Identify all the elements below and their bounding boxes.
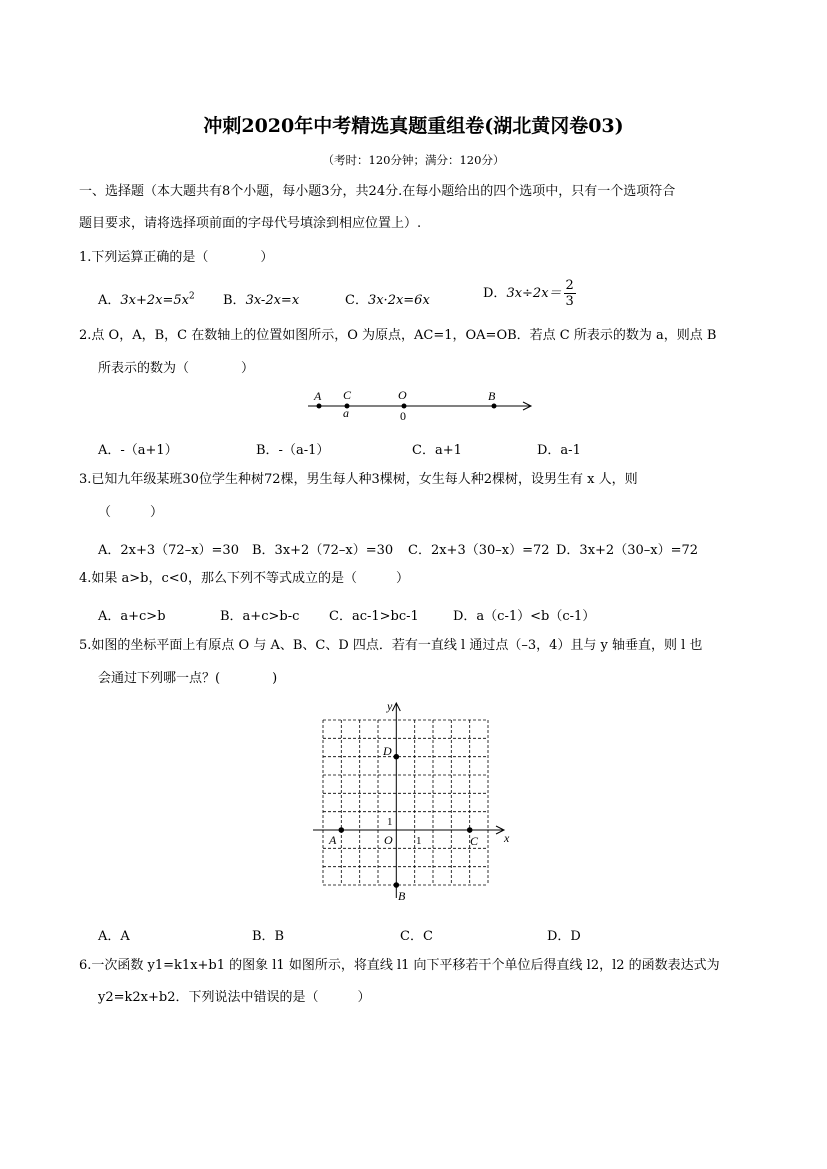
number-line-figure	[300, 384, 545, 424]
point-d-dot	[394, 754, 400, 760]
label-x-one: 1	[416, 835, 422, 847]
q3-stem-line1: 3.已知九年级某班30位学生种树72棵，男生每人种3棵树，女生每人种2棵树，设男生有 x 人，则	[79, 472, 638, 487]
q3-option-b: B．3x+2（72–x）=30	[252, 543, 394, 558]
label-o: O	[398, 388, 407, 402]
q4-option-c: C．ac-1>bc-1	[329, 609, 419, 624]
q6-stem-line2: y2=k2x+b2．下列说法中错误的是（ ）	[98, 990, 371, 1005]
point-b-dot	[394, 882, 400, 888]
q3-option-a: A．2x+3（72–x）=30	[98, 543, 239, 558]
label-a-value: a	[343, 406, 349, 420]
q1-option-c: C．3x·2x=6x	[345, 293, 430, 308]
q5-option-a: A．A	[98, 929, 130, 944]
q1-stem: 1.下列运算正确的是（ ）	[79, 250, 274, 265]
label-b: B	[398, 889, 406, 903]
label-c: C	[343, 388, 352, 402]
q5-option-d: D．D	[547, 929, 581, 944]
q6-stem-line1: 6.一次函数 y1=k1x+b1 的图象 l1 如图所示，将直线 l1 向下平移若干个单位后得直线 l2，l2 的函数表达式为	[79, 958, 720, 973]
label-a: A	[329, 833, 337, 847]
q1-option-a: A．$3x+2x=5x^2$	[98, 291, 195, 308]
q1-option-b: B．3x-2x=x	[223, 293, 300, 308]
q4-stem: 4.如果 a>b，c<0，那么下列不等式成立的是（ ）	[79, 571, 409, 586]
point-b-dot	[492, 404, 497, 409]
point-o-dot	[402, 404, 407, 409]
grid-lines	[323, 720, 488, 885]
q2-stem-line2: 所表示的数为（ ）	[98, 361, 255, 376]
x-axis-label: x	[504, 831, 510, 845]
label-zero: 0	[400, 409, 406, 423]
section-header-line2: 题目要求，请将选择项前面的字母代号填涂到相应位置上）.	[79, 216, 422, 231]
q3-option-c: C．2x+3（30–x）=72	[408, 543, 550, 558]
q2-option-d: D．a-1	[537, 443, 581, 458]
q4-option-a: A．a+c>b	[98, 609, 166, 624]
q3-stem-line2: （ ）	[98, 505, 164, 520]
point-c-dot	[467, 827, 473, 833]
q5-stem-line1: 5.如图的坐标平面上有原点 O 与 A、B、C、D 四点．若有一直线 l 通过点（–3，4）且与 y 轴垂直，则 l 也	[79, 638, 703, 653]
exam-info: （考时：120分钟；满分：120分）	[322, 153, 505, 167]
point-a-dot	[317, 404, 322, 409]
point-a-dot	[339, 827, 345, 833]
label-a: A	[314, 389, 322, 403]
section-header-line1: 一、选择题（本大题共有8个小题，每小题3分，共24分.在每小题给出的四个选项中，只有一个选项符合	[79, 184, 676, 199]
page-title: 冲刺2020年中考精选真题重组卷(湖北黄冈卷03)	[203, 115, 624, 137]
q5-option-b: B．B	[252, 929, 285, 944]
label-o: O	[384, 833, 393, 847]
q5-stem-line2: 会通过下列哪一点？( )	[98, 671, 278, 686]
label-y-one: 1	[387, 816, 393, 828]
label-d: D	[383, 744, 392, 758]
label-b: B	[488, 389, 496, 403]
q4-option-d: D．a（c-1）<b（c-1）	[453, 609, 596, 624]
q4-option-b: B．a+c>b-c	[220, 609, 300, 624]
q1-option-d: D．3x÷2x＝ $\frac{2}{3}$	[483, 278, 574, 309]
q2-stem-line1: 2.点 O，A，B，C 在数轴上的位置如图所示，O 为原点，AC=1，OA=OB．若点 C 所表示的数为 a，则点 B	[79, 328, 717, 343]
coordinate-grid-figure	[305, 698, 520, 908]
y-axis-label: y	[387, 699, 393, 713]
q3-option-d: D．3x+2（30–x）=72	[556, 543, 698, 558]
q5-option-c: C．C	[400, 929, 433, 944]
label-c: C	[470, 834, 479, 848]
q2-option-b: B．-（a-1）	[256, 443, 330, 458]
q2-option-c: C．a+1	[412, 443, 462, 458]
q2-option-a: A．-（a+1）	[98, 443, 178, 458]
